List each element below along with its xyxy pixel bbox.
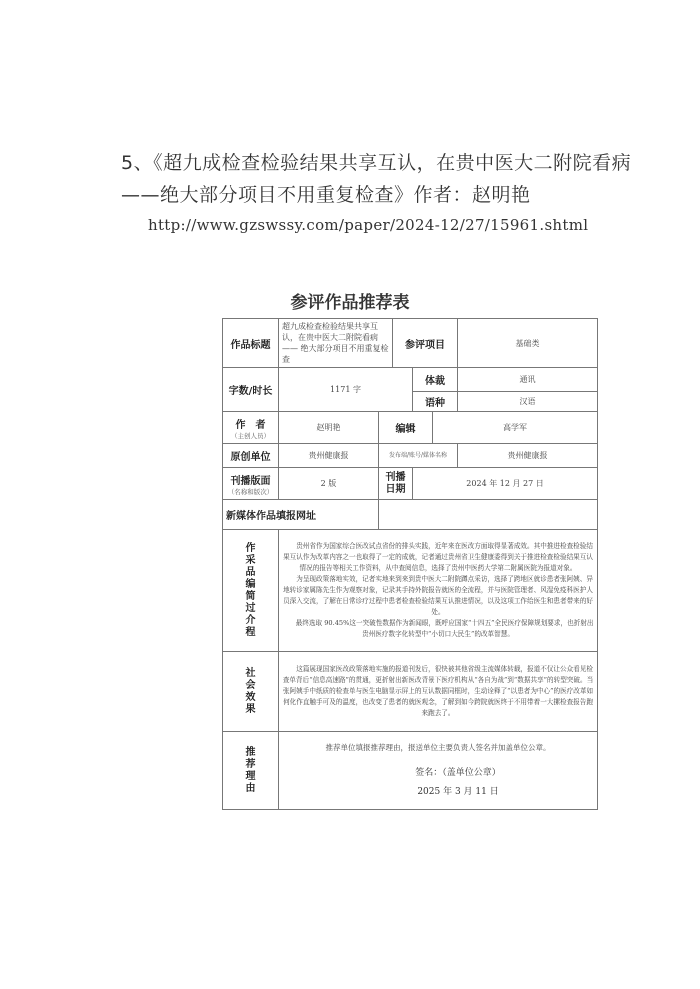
date-value: 2024 年 12 月 27 日 bbox=[413, 468, 598, 500]
newmedia-label: 新媒体作品填报网址 bbox=[223, 500, 379, 530]
author-label: 作 者 bbox=[235, 419, 266, 431]
newmedia-value bbox=[379, 500, 598, 530]
recommend-label-cell bbox=[223, 732, 279, 810]
language-value: 汉语 bbox=[458, 392, 598, 412]
unit-label: 原创单位 bbox=[223, 444, 279, 468]
intro-paragraph: 为呈现政策落地实效，记者实地来到来到贵中医大二附院蹲点采访，选择了跨地区就诊患者张阿姨、异地转诊家属陈先生作为观察对象，记录其手持外院报告就医的全流程，并与医院管理者、风湿免疫科医护人员深入交流，了解在日常诊疗过程中患者检查检验结果互认推进情况，以及这项工作给医生和患者带来的好处。 bbox=[283, 575, 593, 616]
unit-value: 贵州健康报 bbox=[279, 444, 379, 468]
author-value: 赵明艳 bbox=[279, 412, 379, 444]
publisher-value: 贵州健康报 bbox=[458, 444, 598, 468]
page-label-cell bbox=[223, 468, 279, 500]
wordcount-value: 1171 字 bbox=[279, 368, 413, 412]
intro-paragraph: 贵州省作为国家综合医改试点省份的排头实践，近年来在医改方面取得显著成效。其中推进检查检验结果互认作为改革内容之一也取得了一定的成就，记者通过贵州省卫生健康委得到关于推进检查检验结果互认情况的报告等相关工作资料，从中查阅信息，选择了贵州中医药大学第二附属医院为报道对象。 bbox=[283, 542, 593, 572]
recommend-cell bbox=[279, 732, 598, 810]
page-label: 刊播版面 bbox=[230, 475, 271, 487]
intro-label: 作采品编简过介程 bbox=[245, 542, 256, 638]
date-label: 刊播日期 bbox=[379, 468, 413, 500]
wordcount-label: 字数/时长 bbox=[223, 368, 279, 412]
work-title-label: 作品标题 bbox=[223, 319, 279, 368]
effect-label-cell bbox=[223, 652, 279, 732]
effect-text bbox=[279, 652, 598, 732]
effect-paragraph: 这篇展现国家医改政策落地实施的报道刊发后，很快被其他省级主流媒体转载，报道不仅让公众看见检查单背后“信息高速路”的贯通，更折射出新医改背景下医疗机构从“各自为战”到“数据共享”的转型突破。当张阿姨手中纸质的检查单与医生电脑显示屏上的互认数据同框时，生动诠释了“以患者为中心”的医疗改革如何化作直触手可及的温度，也改变了患者的就医观念，了解到如今跨院就医终于不用带着一大摞检查报告跑来跑去了。 bbox=[282, 665, 594, 717]
page-sub-label: （名称和版次） bbox=[227, 487, 274, 496]
category-value: 基础类 bbox=[458, 319, 598, 368]
genre-label: 体裁 bbox=[413, 368, 458, 392]
recommend-text: 推荐单位填报推荐理由，报送单位主要负责人签名并加盖单位公章。 bbox=[325, 743, 551, 752]
intro-label-cell bbox=[223, 530, 279, 652]
author-label-cell bbox=[223, 412, 279, 444]
page-value: 2 版 bbox=[279, 468, 379, 500]
recommend-label: 推荐理由 bbox=[245, 746, 256, 794]
editor-value: 高学军 bbox=[433, 412, 598, 444]
language-label: 语种 bbox=[413, 392, 458, 412]
signature-date: 2025 年 3 月 11 日 bbox=[417, 787, 499, 797]
signature-line: 签名：（盖单位公章） bbox=[415, 768, 501, 778]
intro-paragraph: 最终选取 90.45%这一突破性数据作为新闻眼，既呼应国家“十四五”全民医疗保障规划要求，也折射出贵州医疗数字化转型中“小切口大民生”的改革智慧。 bbox=[295, 619, 594, 638]
editor-label: 编辑 bbox=[379, 412, 433, 444]
work-title-value: 超九成检查检验结果共享互认，在贵中医大二附院看病—— 绝大部分项目不用重复检查 bbox=[279, 319, 393, 368]
entry-heading: 5、《超九成检查检验结果共享互认，在贵中医大二附院看病——绝大部分项目不用重复检查》作者：赵明艳 bbox=[121, 152, 632, 206]
publisher-label: 发布端/账号/媒体名称 bbox=[379, 444, 458, 468]
form-title: 参评作品推荐表 bbox=[290, 293, 410, 313]
genre-value: 通讯 bbox=[458, 368, 598, 392]
intro-text bbox=[279, 530, 598, 652]
article-url[interactable]: http://www.gzswssy.com/paper/2024-12/27/15961.shtml bbox=[148, 216, 589, 234]
effect-label: 社会效果 bbox=[245, 667, 256, 715]
recommendation-form bbox=[222, 318, 598, 810]
author-sub-label: （主创人员） bbox=[231, 431, 270, 440]
category-label: 参评项目 bbox=[393, 319, 458, 368]
